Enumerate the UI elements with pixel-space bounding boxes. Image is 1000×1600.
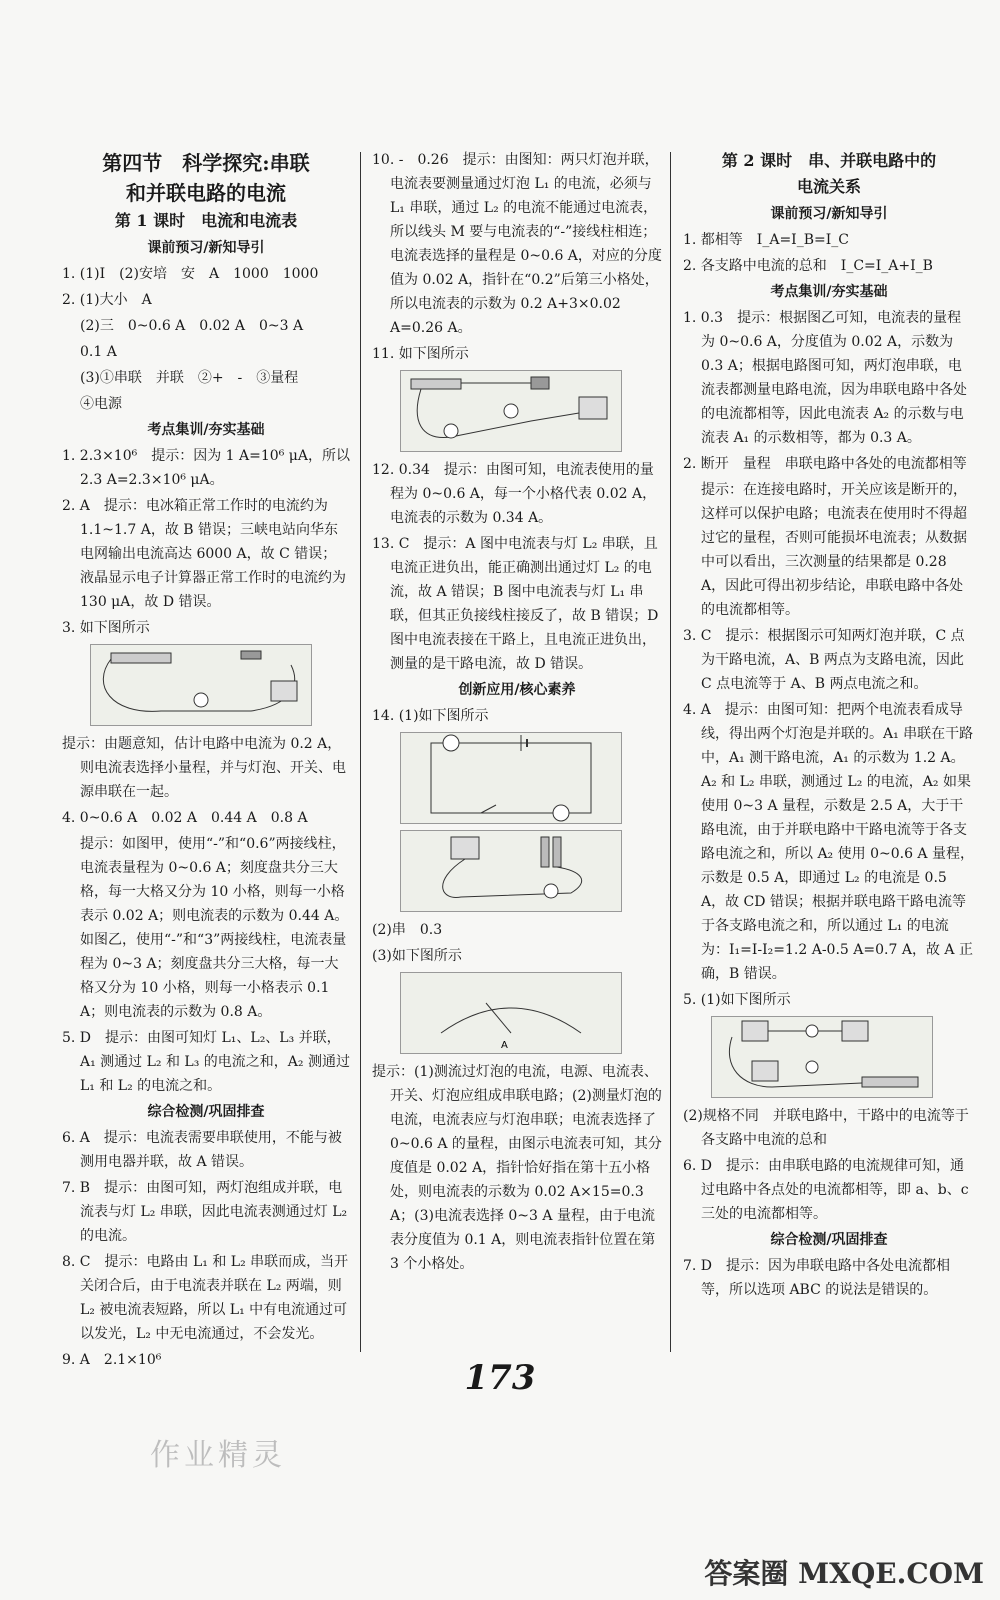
- answer-14c: (3)如下图所示: [372, 948, 462, 964]
- answer-2b: (2)三 0~0.6 A 0.02 A 0~3 A: [80, 318, 304, 334]
- review-6: 6. A 提示：电流表需要串联使用，不能与被测用电器并联，故 A 错误。: [62, 1130, 342, 1170]
- answer-2d: (3)①串联 并联 ②+ - ③量程: [80, 370, 299, 386]
- basic2-2: 2. 断开 量程 串联电路中各处的电流都相等: [683, 456, 967, 472]
- basic2-6: 6. D 提示：由串联电路的电流规律可知，通过电路中各点处的电流都相等，即 a、b、c 三处的电流都相等。: [683, 1158, 969, 1222]
- circuit-figure-3: [90, 644, 312, 726]
- review-9: 9. A 2.1×10⁶: [62, 1352, 162, 1368]
- site-logo: 答案圈 MXQE.COM: [704, 1557, 984, 1590]
- column-3: [683, 148, 975, 1304]
- answer-13: 13. C 提示：A 图中电流表与灯 L₂ 串联，且电流正进负出，能正确测出通过灯 L₂ 的电流，故 A 错误；B 图中电流表与灯 L₁ 串联，但其正负接线柱接反了，故 B 错误；D 图中电流表接在干路上，且电流正进负出，测量的是干路电流，故 D 错误。: [372, 536, 659, 672]
- basic-4: 4. 0~0.6 A 0.02 A 0.44 A 0.8 A: [62, 810, 308, 826]
- circuit-diagram: [712, 1017, 932, 1097]
- lesson-title-2: 第 2 课时 串、并联电路中的: [721, 151, 937, 170]
- answer-11: 11. 如下图所示: [372, 346, 469, 362]
- answer-1: 1. (1)I (2)安培 安 A 1000 1000: [62, 266, 319, 282]
- page-number: 173: [464, 1358, 536, 1398]
- answer-2c: 0.1 A: [80, 344, 117, 360]
- answer-2e: ④电源: [80, 396, 122, 412]
- basic-3-hint: 提示：由题意知，估计电路中电流为 0.2 A，则电流表选择小量程，并与灯泡、开关、电源串联在一起。: [62, 736, 346, 800]
- circuit-diagram: [401, 371, 621, 451]
- answer-10: 10. - 0.26 提示：由图知：两只灯泡并联，电流表要测量通过灯泡 L₁ 的电流，必须与 L₁ 串联，通过 L₂ 的电流不能通过电流表，所以线头 M 要与电流表的“-”接线柱相连；电流表选择的量程是 0~0.6 A，对应的分度值为 0.02 A，指针在“0.2”后第三小格处，所以电流表的示数为 0.2 A+3×0.02 A=0.26 A。: [372, 152, 662, 336]
- meter-scale-figure: [400, 972, 622, 1054]
- preview-2: 2. 各支路中电流的总和 I_C=I_A+I_B: [683, 258, 933, 274]
- circuit-figure-14: [400, 830, 622, 912]
- lesson-title-2-line2: 电流关系: [796, 177, 861, 196]
- answer-12: 12. 0.34 提示：由图可知，电流表使用的量程为 0~0.6 A，每一个小格代表 0.02 A，电流表的示数为 0.34 A。: [372, 462, 657, 526]
- column-divider-2: [670, 152, 671, 1352]
- heading-preview-2: 课前预习/新知导引: [770, 206, 888, 222]
- circuit-diagram: [401, 831, 621, 911]
- column-divider-1: [360, 152, 361, 1352]
- column-2: [372, 148, 662, 1278]
- basic2-3: 3. C 提示：根据图示可知两灯泡并联，C 点为干路电流，A、B 两点为支路电流，因此 C 点电流等于 A、B 两点电流之和。: [683, 628, 965, 692]
- ammeter-scale: [401, 973, 621, 1053]
- preview-1: 1. 都相等 I_A=I_B=I_C: [683, 232, 849, 248]
- basic-3: 3. 如下图所示: [62, 620, 150, 636]
- answer-14b: (2)串 0.3: [372, 922, 443, 938]
- heading-basic-2: 考点集训/夯实基础: [770, 284, 888, 300]
- basic2-5b: (2)规格不同 并联电路中，干路中的电流等于各支路中电流的总和: [683, 1108, 969, 1148]
- basic2-2-hint: 提示：在连接电路时，开关应该是断开的，这样可以保护电路；电流表在使用时不得超过它的量程，否则可能损坏电流表；从数据中可以看出，三次测量的结果都是 0.28 A，因此可得出初步结论，串联电路中各处的电流都相等。: [701, 482, 967, 618]
- basic2-4: 4. A 提示：由图可知：把两个电流表看成导线，得出两个灯泡是并联的。A₁ 串联在干路中，A₁ 测干路电流，A₁ 的示数为 1.2 A。A₂ 和 L₂ 串联，测通过 L₂ 的电流，A₂ 如果使用 0~3 A 量程，示数是 2.5 A，大于干路电流，由于并联电路中干路电流等于各支路电流之和，所以 A₂ 使用 0~0.6 A 量程，示数是 0.5 A，即通过 L₂ 的电流是 0.5 A，故 CD 错误；根据并联电路干路电流等于各支路电流之和，所以通过 L₁ 的电流为：I₁=I-I₂=1.2 A-0.5 A=0.7 A，故 A 正确，B 错误。: [683, 702, 974, 982]
- heading-preview: 课前预习/新知导引: [147, 240, 265, 256]
- svg-text:A: A: [501, 1040, 508, 1051]
- heading-application: 创新应用/核心素养: [458, 682, 576, 698]
- basic-1: 1. 2.3×10⁶ 提示：因为 1 A=10⁶ μA，所以 2.3 A=2.3×10⁶ μA。: [62, 448, 350, 488]
- heading-review-2: 综合检测/巩固排查: [770, 1232, 888, 1248]
- basic-4-hint: 提示：如图甲，使用“-”和“0.6”两接线柱，电流表量程为 0~0.6 A；刻度盘共分三大格，每一大格又分为 10 小格，则每一小格表示 0.02 A；则电流表的示数为 0.44 A。如图乙，使用“-”和“3”两接线柱，电流表量程为 0~3 A；刻度盘共分三大格，每一大格又分为 10 小格，则每一小格表示 0.1 A；则电流表的示数为 0.8 A。: [80, 836, 349, 1020]
- review2-7: 7. D 提示：因为串联电路中各处电流都相等，所以选项 ABC 的说法是错误的。: [683, 1258, 951, 1298]
- circuit-figure-5: [711, 1016, 933, 1098]
- basic2-1: 1. 0.3 提示：根据图乙可知，电流表的量程为 0~0.6 A，分度值为 0.02 A，示数为 0.3 A；根据电路图可知，两灯泡串联，电流表都测量电路电流，因为串联电路中各处的电流都相等，因此电流表 A₂ 的示数与电流表 A₁ 的示数相等，都为 0.3 A。: [683, 310, 967, 446]
- answer-2a: 2. (1)大小 A: [62, 292, 152, 308]
- column-1: [62, 148, 350, 1374]
- heading-basic: 考点集训/夯实基础: [147, 422, 265, 438]
- basic-5: 5. D 提示：由图可知灯 L₁、L₂、L₃ 并联，A₁ 测通过 L₂ 和 L₃ 的电流之和，A₂ 测通过 L₁ 和 L₂ 的电流之和。: [62, 1030, 350, 1094]
- heading-review: 综合检测/巩固排查: [147, 1104, 265, 1120]
- circuit-schematic: [401, 733, 621, 823]
- section-title: 第四节 科学探究:串联: [102, 151, 310, 175]
- circuit-diagram: [91, 645, 311, 725]
- watermark: 作业精灵: [150, 1438, 286, 1473]
- review-8: 8. C 提示：电路由 L₁ 和 L₂ 串联而成，当开关闭合后，由于电流表并联在 L₂ 两端，则 L₂ 被电流表短路，所以 L₁ 中有电流通过可以发光，L₂ 中无电流通过，不会发光。: [62, 1254, 349, 1342]
- circuit-figure-11: [400, 370, 622, 452]
- answer-14a: 14. (1)如下图所示: [372, 708, 489, 724]
- lesson-title: 第 1 课时 电流和电流表: [114, 211, 298, 230]
- section-title-line2: 和并联电路的电流: [126, 181, 286, 205]
- review-7: 7. B 提示：由图可知，两灯泡组成并联，电流表与灯 L₂ 串联，因此电流表测通过灯 L₂ 的电流。: [62, 1180, 348, 1244]
- answer-14-hint: 提示：(1)测流过灯泡的电流，电源、电流表、开关、灯泡应组成串联电路；(2)测量灯泡的电流，电流表应与灯泡串联；电流表选择了 0~0.6 A 的量程，由图示电流表可知，其分度值是 0.02 A，指针恰好指在第十五小格处，则电流表的示数为 0.02 A×15=0.3 A；(3)电流表选择 0~3 A 量程，由于电流表分度值为 0.1 A，则电流表指针位置在第 3 个小格处。: [372, 1064, 662, 1272]
- basic-2: 2. A 提示：电冰箱正常工作时的电流约为 1.1~1.7 A，故 B 错误；三峡电站向华东电网输出电流高达 6000 A，故 C 错误；液晶显示电子计算器正常工作时的电流约为 130 μA，故 D 错误。: [62, 498, 346, 610]
- basic2-5: 5. (1)如下图所示: [683, 992, 791, 1008]
- circuit-schematic-14: [400, 732, 622, 824]
